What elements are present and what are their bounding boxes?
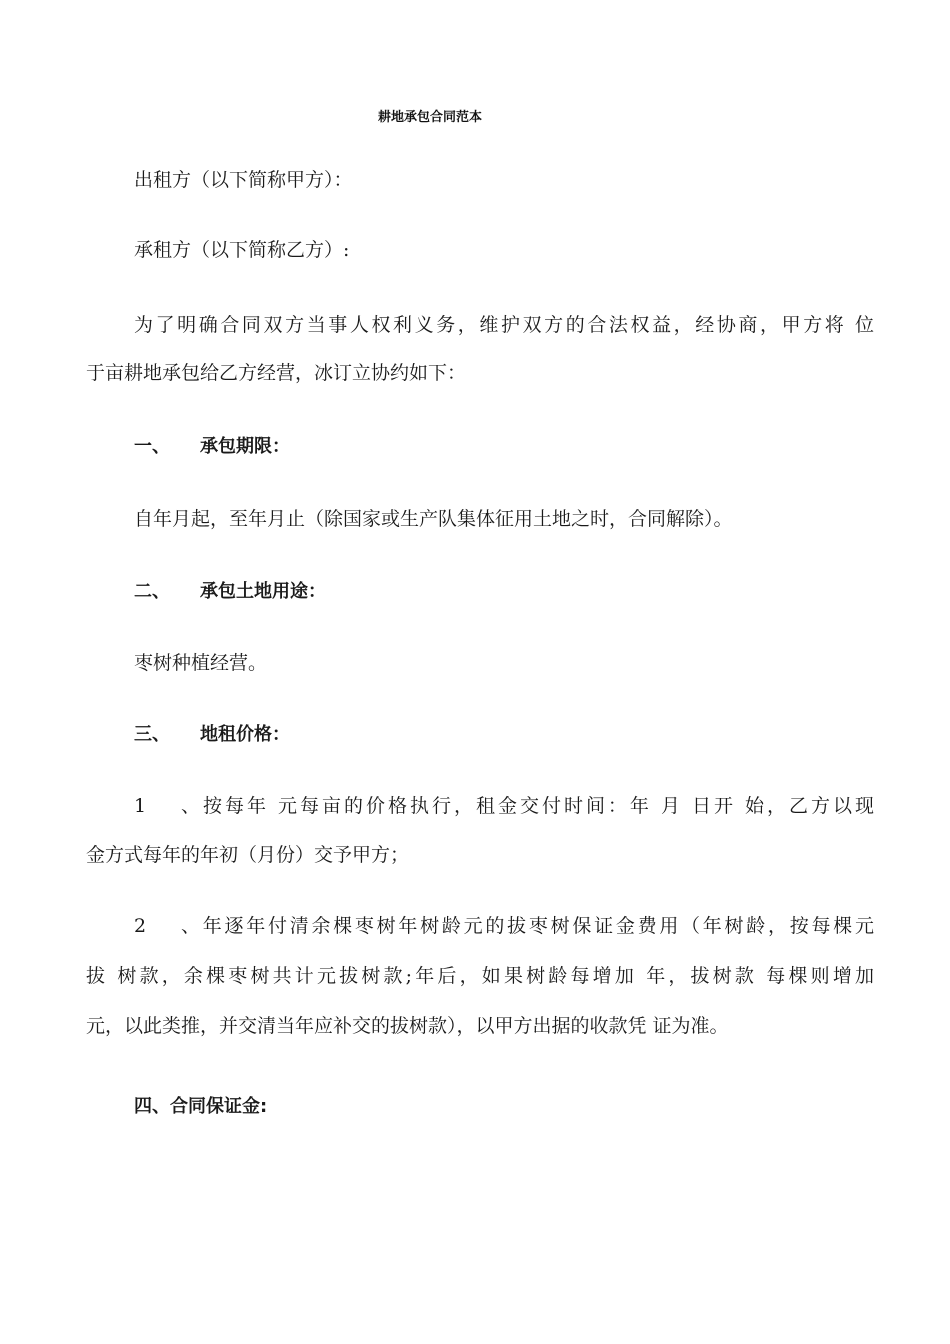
section-4-heading: 四、合同保证金: <box>134 1096 268 1117</box>
section-3-heading <box>134 723 290 747</box>
section-2-body: 枣树种植经营。 <box>134 652 268 674</box>
lessee-line: 承租方（以下简称乙方）: <box>134 239 350 261</box>
section-number: 二、 <box>134 581 170 602</box>
item-number: 1、 <box>134 795 200 817</box>
item-2-line-1 <box>134 914 874 938</box>
section-1-heading <box>134 435 290 459</box>
section-number: 一、 <box>134 436 170 457</box>
item-text: 年逐年付清余棵枣树年树龄元的拔枣树保证金费用（年树龄，按每棵元 <box>200 915 874 937</box>
section-2-heading <box>134 580 326 604</box>
section-heading-text: 地租价格： <box>200 724 290 745</box>
intro-line-2: 于亩耕地承包给乙方经营，冰订立协约如下： <box>86 362 467 384</box>
item-1-line-2: 金方式每年的年初（月份）交予甲方； <box>86 844 410 866</box>
lessor-line: 出租方（以下简称甲方）： <box>134 169 353 191</box>
intro-line-1: 为了明确合同双方当事人权利义务，维护双方的合法权益，经协商，甲方将 位 <box>134 314 874 336</box>
section-heading-text: 承包土地用途： <box>200 581 326 602</box>
section-1-body: 自年月起，至年月止（除国家或生产队集体征用土地之时，合同解除）。 <box>134 508 733 530</box>
item-2-line-3: 元，以此类推，并交清当年应补交的拔树款），以甲方出据的收款凭 证为准。 <box>86 1015 729 1037</box>
document-title: 耕地承包合同范本 <box>377 110 482 125</box>
item-1-line-1 <box>134 794 874 818</box>
item-number: 2、 <box>134 915 200 937</box>
section-heading-text: 承包期限： <box>200 436 290 457</box>
section-number: 三、 <box>134 724 170 745</box>
item-2-line-2: 拔 树款，余棵枣树共计元拔树款;年后，如果树龄每增加 年，拔树款 每棵则增加 <box>86 965 874 987</box>
item-text: 按每年 元每亩的价格执行，租金交付时间：年 月 日开 始，乙方以现 <box>200 795 874 817</box>
